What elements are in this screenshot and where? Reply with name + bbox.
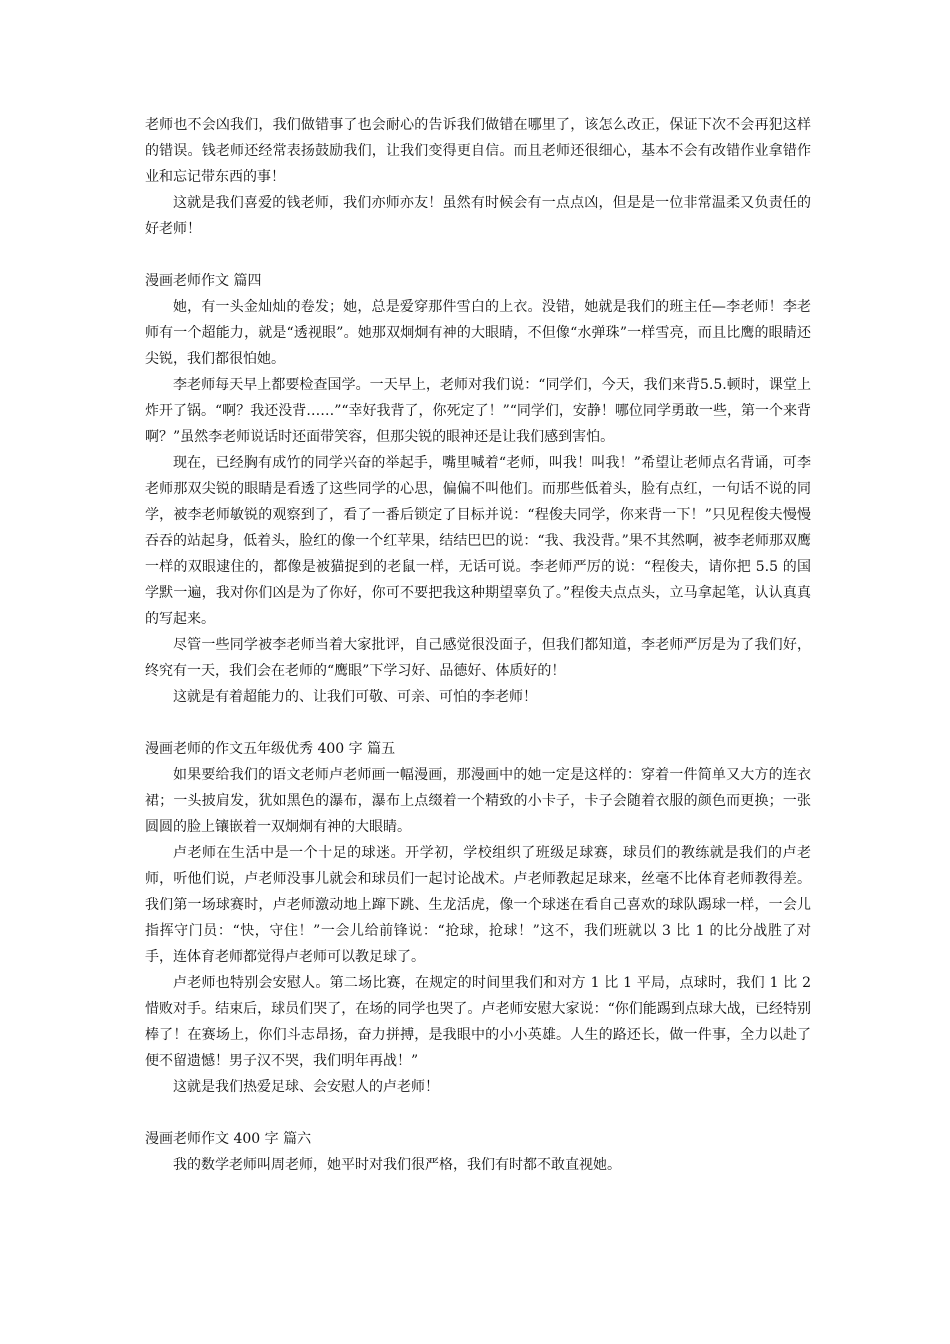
section-5-paragraph-3: 卢老师也特别会安慰人。第二场比赛，在规定的时间里我们和对方 1 比 1 平局，点球时，我们 1 比 2 惜败对手。结束后，球员们哭了，在场的同学也哭了。卢老师安慰大家说：“你们能踢到点球大战，已经特别棒了！在赛场上，你们斗志昂扬，奋力拼搏，是我眼中的小小英雄。人生的路还长，做一件事，全力以赴了便不留遗憾！男子汉不哭，我们明年再战！” [145, 975, 811, 1069]
section-5-paragraph-4: 这就是我们热爱足球、会安慰人的卢老师！ [173, 1079, 439, 1095]
section-4-title: 漫画老师作文 篇四 [145, 273, 262, 289]
section-4-paragraph-4: 尽管一些同学被李老师当着大家批评，自己感觉很没面子，但我们都知道，李老师严厉是为了我们好，终究有一天，我们会在老师的“鹰眼”下学习好、品德好、体质好的！ [145, 637, 811, 679]
section-gap [145, 710, 811, 736]
section-4-paragraph-1: 她，有一头金灿灿的卷发；她，总是爱穿那件雪白的上衣。没错，她就是我们的班主任—李老师！李老师有一个超能力，就是“透视眼”。她那双炯炯有神的大眼睛，不但像“水弹珠”一样雪亮，而且比鹰的眼睛还尖锐，我们都很怕她。 [145, 299, 811, 367]
section-5-paragraph-2: 卢老师在生活中是一个十足的球迷。开学初，学校组织了班级足球赛，球员们的教练就是我们的卢老师，听他们说，卢老师没事儿就会和球员们一起讨论战术。卢老师教起足球来，丝毫不比体育老师教得差。我们第一场球赛时，卢老师激动地上蹿下跳、生龙活虎，像一个球迷在看自己喜欢的球队踢球一样，一会儿指挥守门员：“快，守住！”一会儿给前锋说：“抢球，抢球！”这不，我们班就以 3 比 1 的比分战胜了对手，连体育老师都觉得卢老师可以教足球了。 [145, 845, 811, 965]
section-5-paragraph-1: 如果要给我们的语文老师卢老师画一幅漫画，那漫画中的她一定是这样的：穿着一件简单又大方的连衣裙；一头披肩发，犹如黑色的瀑布，瀑布上点缀着一个精致的小卡子，卡子会随着衣服的颜色而更换；一张圆圆的脸上镶嵌着一双炯炯有神的大眼睛。 [145, 767, 811, 835]
intro-paragraph-1: 老师也不会凶我们，我们做错事了也会耐心的告诉我们做错在哪里了，该怎么改正，保证下次不会再犯这样的错误。钱老师还经常表扬鼓励我们，让我们变得更自信。而且老师还很细心，基本不会有改错作业拿错作业和忘记带东西的事！ [145, 117, 811, 185]
section-6-title: 漫画老师作文 400 字 篇六 [145, 1131, 312, 1147]
document-page [145, 112, 811, 1178]
section-gap [145, 1100, 811, 1126]
section-gap [145, 242, 811, 268]
section-6-paragraph-1: 我的数学老师叫周老师，她平时对我们很严格，我们有时都不敢直视她。 [173, 1157, 621, 1173]
section-4-paragraph-5: 这就是有着超能力的、让我们可敬、可亲、可怕的李老师！ [173, 689, 537, 705]
section-4-paragraph-2: 李老师每天早上都要检查国学。一天早上，老师对我们说：“同学们，今天，我们来背5.5.顿时，课堂上炸开了锅。“啊？我还没背……”“幸好我背了，你死定了！”“同学们，安静！哪位同学勇敢一些，第一个来背啊？”虽然李老师说话时还面带笑容，但那尖锐的眼神还是让我们感到害怕。 [145, 377, 811, 445]
intro-paragraph-2: 这就是我们喜爱的钱老师，我们亦师亦友！虽然有时候会有一点点凶，但是是一位非常温柔又负责任的好老师！ [145, 195, 811, 237]
section-4-paragraph-3: 现在，已经胸有成竹的同学兴奋的举起手，嘴里喊着“老师，叫我！叫我！”希望让老师点名背诵，可李老师那双尖锐的眼睛是看透了这些同学的心思，偏偏不叫他们。而那些低着头，脸有点红，一句话不说的同学，被李老师敏锐的观察到了，看了一番后锁定了目标并说：“程俊夫同学，你来背一下！”只见程俊夫慢慢吞吞的站起身，低着头，脸红的像一个红苹果，结结巴巴的说：“我、我没背。”果不其然啊，被李老师那双鹰一样的双眼逮住的，都像是被猫捉到的老鼠一样，无话可说。李老师严厉的说：“程俊夫，请你把 5.5 的国学默一遍，我对你们凶是为了你好，你可不要把我这种期望辜负了。”程俊夫点点头，立马拿起笔，认认真真的写起来。 [145, 455, 811, 627]
section-5-title: 漫画老师的作文五年级优秀 400 字 篇五 [145, 741, 396, 757]
